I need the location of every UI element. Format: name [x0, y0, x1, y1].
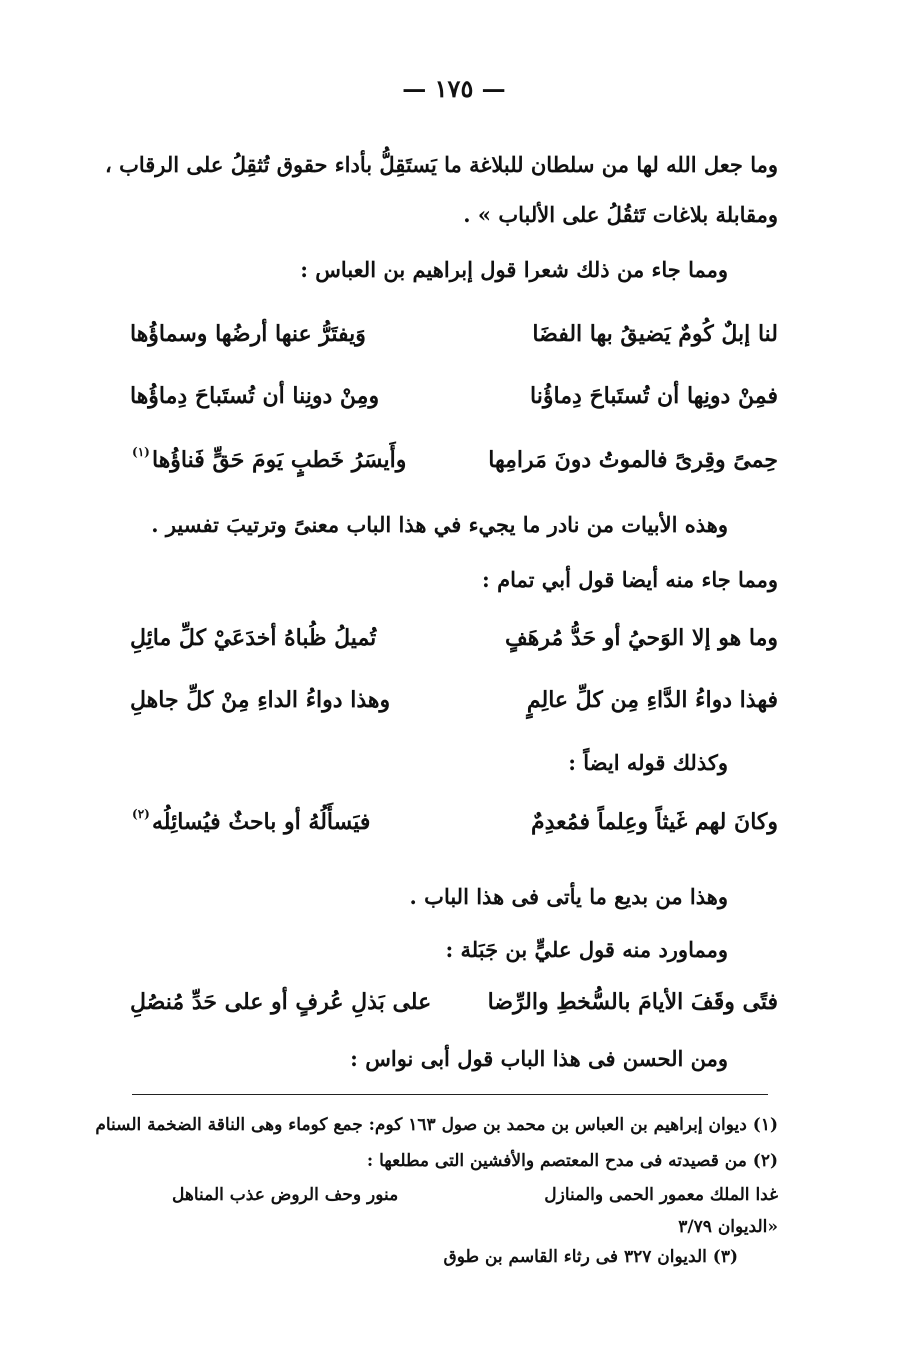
prose-line: وما جعل الله لها من سلطان للبلاغة ما يَستَقِلُّ بأداء حقوق تُثقِلُ على الرقاب ،	[104, 152, 778, 177]
prose-line: ومن الحسن فى هذا الباب قول أبى نواس :	[350, 1046, 728, 1071]
verse-first-hemistich: وكانَ لهم غَيثاً وعِلماً فمُعدِمٌ	[530, 809, 778, 835]
footnote-marker: (١)	[132, 445, 150, 459]
page-number: — ١٧٥ —	[402, 74, 506, 103]
prose-line: وهذه الأبيات من نادر ما يجيء في هذا الباب معنىً وترتيبَ تفسير .	[151, 512, 728, 537]
prose-line: وهذا من بديع ما يأتى فى هذا الباب .	[409, 884, 728, 909]
footnote: (٢) من قصيدته فى مدح المعتصم والأفشين التى مطلعها :	[366, 1151, 778, 1171]
verse-second-hemistich: وهذا دواءُ الداءِ مِنْ كلِّ جاهلِ	[130, 687, 391, 713]
footnote-marker: (٢)	[132, 807, 150, 821]
verse-first-hemistich: فهذا دواءُ الدَّاءِ مِن كلِّ عالِمٍ	[526, 687, 778, 713]
verse-first-hemistich: لنا إبلٌ كُومٌ يَضيقُ بها الفضَا	[532, 321, 778, 347]
footnote: (١) ديوان إبراهيم بن العباس بن محمد بن صول ١٦٣ كوم: جمع كوماء وهى الناقة الضخمة السنام	[95, 1115, 778, 1135]
prose-line: ومما جاء منه أيضا قول أبي تمام :	[482, 567, 778, 592]
verse-first-hemistich: حِمىً وقِرىً فالموتُ دونَ مَرامِها	[488, 447, 778, 473]
footnote-verse-first: غدا الملك معمور الحمى والمنازل	[544, 1185, 778, 1205]
verse-second-hemistich: ومِنْ دونِنا أن تُستَباحَ دِماؤُها	[130, 383, 380, 409]
prose-line: ومماورد منه قول عليٍّ بن جَبَلة :	[445, 937, 728, 962]
footnote-verse-second: منور وحف الروض عذب المناهل	[172, 1185, 399, 1205]
footnote-reference: «الديوان ٣/٧٩	[678, 1217, 778, 1237]
verse-second-hemistich: تُميلُ ظُباهُ أخدَعَيْ كلِّ مائِلِ	[130, 625, 377, 651]
prose-line: ومما جاء من ذلك شعرا قول إبراهيم بن العباس :	[300, 257, 728, 282]
footnote-divider	[132, 1094, 768, 1095]
verse-second-hemistich: فيَسأَلُهُ أو باحثٌ فيُسائِلُه	[152, 809, 371, 835]
prose-line: وكذلك قوله ايضاً :	[568, 750, 728, 775]
verse-second-hemistich: وَيفتَرُّ عنها أرضُها وسماؤُها	[130, 321, 366, 347]
footnote: (٣) الديوان ٣٢٧ فى رثاء القاسم بن طوق	[443, 1247, 738, 1267]
verse-second-hemistich: على بَذلِ عُرفٍ أو على حَدِّ مُنصُلِ	[130, 989, 432, 1015]
verse-second-hemistich: وأَيسَرُ خَطبٍ يَومَ حَقٍّ فَناؤُها	[152, 447, 407, 473]
prose-line: ومقابلة بلاغات تَثقُلُ على الألباب » .	[463, 202, 778, 227]
verse-first-hemistich: فمِنْ دونِها أن تُستَباحَ دِماؤُنا	[530, 383, 778, 409]
verse-first-hemistich: فتًى وقَفَ الأيامَ بالسُّخطِ والرِّضا	[487, 989, 778, 1015]
verse-first-hemistich: وما هو إلا الوَحيُ أو حَدُّ مُرهَفٍ	[505, 625, 778, 651]
